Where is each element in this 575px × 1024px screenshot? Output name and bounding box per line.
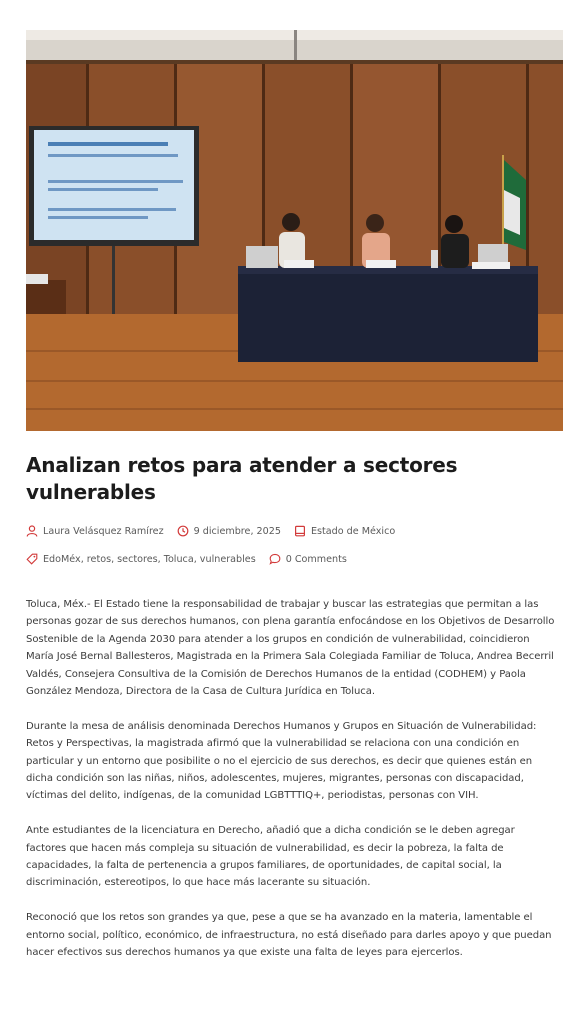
paragraph-3: Ante estudiantes de la licenciatura en Derecho, añadió que a dicha condición se le deben agregar factores que hacen más compleja su situación de vulnerabilidad, es decir la pobreza, la falta de capacidades, la falta de pertenencia a grupos familiares, de oportunidades, de capital social, la discriminación, estereotipos, lo que hace más lacerante su situación. — [26, 825, 515, 889]
user-icon — [26, 525, 38, 537]
author-link[interactable] — [26, 525, 164, 537]
category-name: Estado de México — [310, 525, 396, 537]
paragraph-4: Reconoció que los retos son grandes ya que, pese a que se ha avanzado en la materia, lamentable el entorno social, político, económico, de infraestructura, no está diseñado para darles apoyo y que puedan hacer efectivos sus derechos humanos ya que existe una falta de leyes para ejercerlos. — [26, 912, 552, 959]
category-link[interactable] — [294, 525, 395, 537]
event-photo — [26, 30, 563, 431]
paragraph-1: Toluca, Méx.- El Estado tiene la responsabilidad de trabajar y buscar las estrategias que permitan a las personas gozar de sus derechos humanos, con plena garantía enfocándose en los Objetivos de Desarrollo Sostenible de la Agenda 2030 para atender a los grupos en condición de vulnerabilidad, coincidieron María José Bernal Ballesteros, Magistrada en la Primera Sala Colegiada Familiar de Toluca, Andrea Becerril Valdés, Consejera Consultiva de la Comisión de Derechos Humanos de la entidad (CODHEM) y Paola González Mendoza, Directora de la Casa de Cultura Jurídica en Toluca. — [26, 599, 555, 698]
folder-icon — [294, 525, 306, 537]
article-meta — [26, 525, 556, 537]
date-link[interactable] — [177, 525, 281, 537]
clock-icon — [177, 525, 189, 537]
comments-count: 0 Comments — [285, 553, 347, 565]
article-body — [26, 596, 556, 979]
tag-icon — [26, 553, 38, 565]
comments-link[interactable] — [269, 553, 347, 565]
article-title: Analizan retos para atender a sectores vulnerables — [26, 453, 458, 504]
post-date: 9 diciembre, 2025 — [193, 525, 281, 537]
tags-list[interactable] — [26, 553, 256, 565]
featured-image[interactable] — [26, 30, 563, 431]
article-meta-tags — [26, 553, 556, 565]
comment-icon — [269, 553, 281, 565]
paragraph-2: Durante la mesa de análisis denominada Derechos Humanos y Grupos en Situación de Vulnerabilidad: Retos y Perspectivas, la magistrada afirmó que la vulnerabilidad se relaciona con una condición en particular y un entorno que posibilite o no el ejercicio de sus derechos, es decir que quienes están en dicha condición son las niñas, niños, adolescentes, mujeres, migrantes, personas con discapacidad, víctimas del delito, indígenas, de la comunidad LGBTTTIQ+, periodistas, personas con VIH. — [26, 720, 537, 802]
tags-text: EdoMéx, retos, sectores, Toluca, vulnerables — [43, 553, 256, 565]
author-name: Laura Velásquez Ramírez — [43, 525, 164, 537]
